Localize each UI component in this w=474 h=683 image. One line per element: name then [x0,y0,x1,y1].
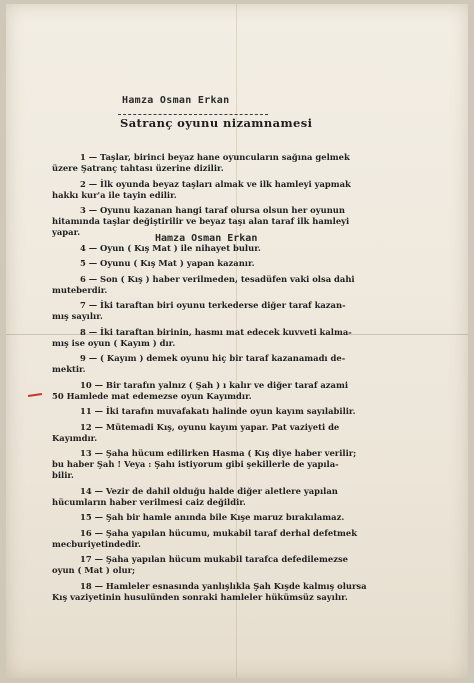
rule-line: hücumların haber verilmesi caiz değildir. [52,496,246,507]
rule-line: bu haber Şah ! Veya : Şahı istiyorum gibi şekillerle de yapıla- [52,459,339,469]
rule-line: 9 — ( Kayım ) demek oyunu hiç bir taraf kazanamadı de- [80,353,346,363]
rule-line: 15 — Şah bir hamle anında bile Kışe maruz bırakılamaz. [80,512,345,522]
rule-item [52,380,378,402]
rule-line: 5 — Oyunu ( Kış Mat ) yapan kazanır. [80,258,255,268]
rule-line: 6 — Son ( Kış ) haber verilmeden, tesadüfen vaki olsa dahi [80,273,355,284]
rule-line: 16 — Şaha yapılan hücumu, mukabil taraf derhal defetmek [80,527,358,538]
rule-item [52,327,378,349]
rule-line: 8 — İki taraftan birinin, hasmı mat edecek kuvveti kalma- [80,326,352,337]
author-stamp: Hamza Osman Erkan [155,233,258,244]
rule-line: üzere Şatranç tahtası üzerine dizilir. [52,163,224,173]
rule-line: 4 — Oyun ( Kış Mat ) ile nihayet bulur. [80,242,261,253]
author-name: Hamza Osman Erkan [122,95,230,106]
rule-item [52,353,378,375]
rule-item [52,448,378,481]
rule-line: oyun ( Mat ) olur; [52,565,136,575]
author-underline [118,114,268,115]
rule-line: bilir. [52,470,74,480]
rule-line: 50 Hamlede mat edemezse oyun Kayımdır. [52,390,252,401]
rule-item [52,581,378,603]
rule-line: 18 — Hamleler esnasında yanlışlıkla Şah Kışde kalmış olursa [80,580,367,591]
rule-line: 17 — Şaha yapılan hücum mukabil tarafca defedilemezse [80,554,348,564]
rule-line: 13 — Şaha hücum edilirken Hasma ( Kış diye haber verilir; [80,448,357,458]
rule-line: mektir. [52,364,86,374]
document-title: Satranç oyunu nizamnamesi [120,116,313,130]
rule-line: Kış vaziyetinin husulünden sonraki hamleler hükümsüz sayılır. [52,591,348,602]
rule-item [52,300,378,322]
rule-line: muteberdir. [52,284,108,295]
rule-item [52,554,378,576]
rule-line: hitamında taşlar değiştirilir ve beyaz taşı alan taraf ilk hamleyi [52,216,350,226]
rule-item [52,528,378,550]
rule-item [52,486,378,508]
rule-line: 7 — İki taraftan biri oyunu terkederse diğer taraf kazan- [80,300,346,310]
rule-line: 3 — Oyunu kazanan hangi taraf olursa olsun her oyunun [80,205,345,215]
rule-line: mış ise oyun ( Kayım ) dır. [52,337,176,348]
rule-item [52,152,378,174]
rules-list [52,152,378,607]
rule-line: 10 — Bir tarafın yalnız ( Şah ) ı kalır ve diğer taraf azami [80,379,349,390]
rule-item [52,422,378,444]
rule-line: yapar. [52,227,81,237]
rule-line: hakkı kur'a ile tayin edilir. [52,189,177,200]
rule-item [52,274,378,296]
rule-item [52,258,378,269]
rule-line: 14 — Vezir de dahil olduğu halde diğer aletlere yapılan [80,485,338,496]
rule-item [52,512,378,523]
rule-line: 1 — Taşlar, birinci beyaz hane oyuncuların sağına gelmek [80,152,350,162]
rule-line: Kayımdır. [52,432,98,443]
rule-line: 11 — İki tarafın muvafakatı halinde oyun kayım sayılabilir. [80,406,356,416]
rule-line: mış sayılır. [52,311,103,321]
rule-line: 12 — Mütemadi Kış, oyunu kayım yapar. Pat vaziyeti de [80,421,340,432]
rule-item [52,243,378,254]
rule-line: mecburiyetindedir. [52,538,141,549]
rule-line: 2 — İlk oyunda beyaz taşları almak ve ilk hamleyi yapmak [80,178,351,189]
rule-item [52,406,378,417]
rule-item [52,179,378,201]
